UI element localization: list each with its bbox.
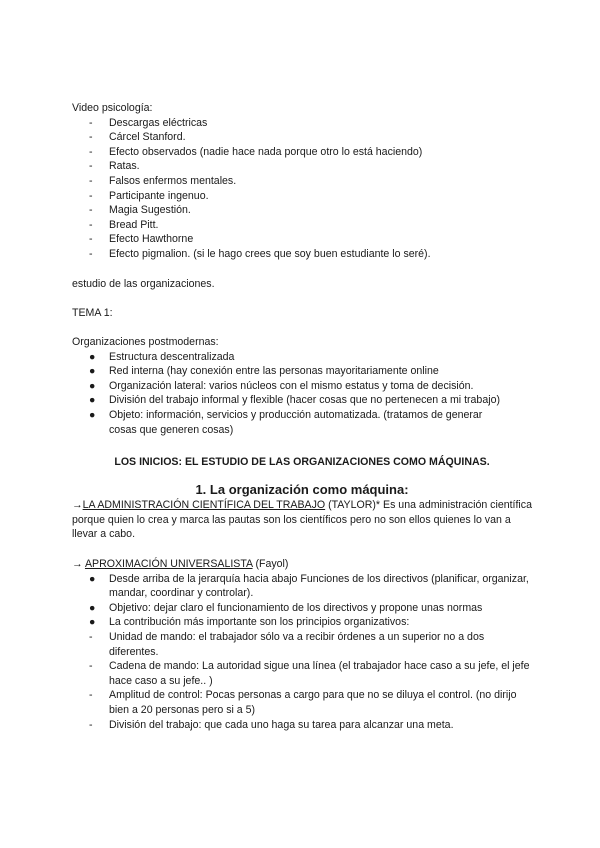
video-list [72,116,532,262]
bullet-marker: ● [89,616,96,629]
admin-text: (TAYLOR)* Es una administración científica porque quien lo crea y marca las pautas son los científicos pero no son ellos quienes lo van a llevar a cabo. [72,499,532,541]
list-item: - Ratas. [89,160,140,173]
universal-list [72,572,532,733]
admin-link: LA ADMINISTRACIÓN CIENTÍFICA DEL TRABAJO [82,499,326,511]
bullet-marker: ● [89,408,96,421]
dash-marker: - [89,116,93,129]
dash-marker: - [89,204,93,217]
list-item: ● La contribución más importante son los principios organizativos: [89,616,410,629]
list-item: ● Objeto: información, servicios y producción automatizada. (tratamos de generar cosas que generen cosas) [89,408,483,436]
bullet-marker: ● [89,365,96,378]
postmodern-title: Organizaciones postmodernas: [72,336,219,348]
study-line: estudio de las organizaciones. [72,278,215,290]
dash-marker: - [89,247,93,260]
list-item: - Bread Pitt. [89,218,159,231]
list-item: - Participante ingenuo. [89,189,209,202]
list-item: - Magia Sugestión. [89,204,191,217]
list-item: - Cadena de mando: La autoridad sigue una línea (el trabajador hace caso a su jefe, el jefe hace caso a su jefe.. ) [89,660,530,687]
universal-link: APROXIMACIÓN UNIVERSALISTA [84,558,253,570]
dash-marker: - [89,718,93,731]
video-section [72,101,532,262]
list-item: ● Red interna (hay conexión entre las personas mayoritariamente online [89,365,439,378]
bullet-marker: ● [89,394,96,407]
list-item: - Cárcel Stanford. [89,131,186,144]
list-item: - Efecto observados (nadie hace nada porque otro lo está haciendo) [89,145,423,158]
bullet-marker: ● [89,379,96,392]
postmodern-section [72,335,532,437]
dash-marker: - [89,145,93,158]
dash-marker: - [89,131,93,144]
dash-marker: - [89,630,93,643]
heading-1: 1. La organización como máquina: [195,482,409,497]
admin-paragraph [72,498,532,542]
dash-marker: - [89,189,93,202]
list-item: ● Desde arriba de la jerarquía hacia abajo Funciones de los directivos (planificar, organizar, mandar, coordinar y controlar). [89,572,529,600]
postmodern-list [72,350,532,438]
dash-marker: - [89,160,93,173]
list-item: - División del trabajo: que cada uno haga su tarea para alcanzar una meta. [89,718,454,731]
universal-section [72,557,532,732]
dash-marker: - [89,174,93,187]
list-item: ● Objetivo: dejar claro el funcionamiento de los directivos y propone unas normas [89,601,483,614]
list-item: - Unidad de mando: el trabajador sólo va a recibir órdenes a un superior no a dos diferentes. [89,630,485,658]
list-item: ● Organización lateral: varios núcleos con el mismo estatus y toma de decisión. [89,379,474,392]
list-item: - Efecto Hawthorne [89,233,194,246]
list-item: - Descargas eléctricas [89,116,208,129]
tema-label: TEMA 1: [72,307,113,319]
arrow-icon: → [72,499,83,511]
dash-marker: - [89,689,93,702]
list-item: - Falsos enfermos mentales. [89,174,237,187]
list-item: ● Estructura descentralizada [89,350,235,363]
dash-marker: - [89,660,93,673]
list-item: - Efecto pigmalion. (si le hago crees que soy buen estudiante lo seré). [89,247,431,260]
dash-marker: - [89,218,93,231]
bullet-marker: ● [89,572,96,585]
universal-author: (Fayol) [252,558,289,570]
video-title: Video psicología: [72,102,153,114]
arrow-icon: → [72,558,85,570]
list-item: - Amplitud de control: Pocas personas a cargo para que no se diluya el control. (no dirijo bien a 20 personas pero si a 5) [89,689,517,716]
dash-marker: - [89,233,93,246]
universal-heading [72,557,532,572]
list-item: ● División del trabajo informal y flexible (hacer cosas que no pertenecen a mi trabajo) [89,394,500,407]
bullet-marker: ● [89,350,96,363]
section-heading: LOS INICIOS: EL ESTUDIO DE LAS ORGANIZACIONES COMO MÁQUINAS. [114,456,490,468]
bullet-marker: ● [89,601,96,614]
